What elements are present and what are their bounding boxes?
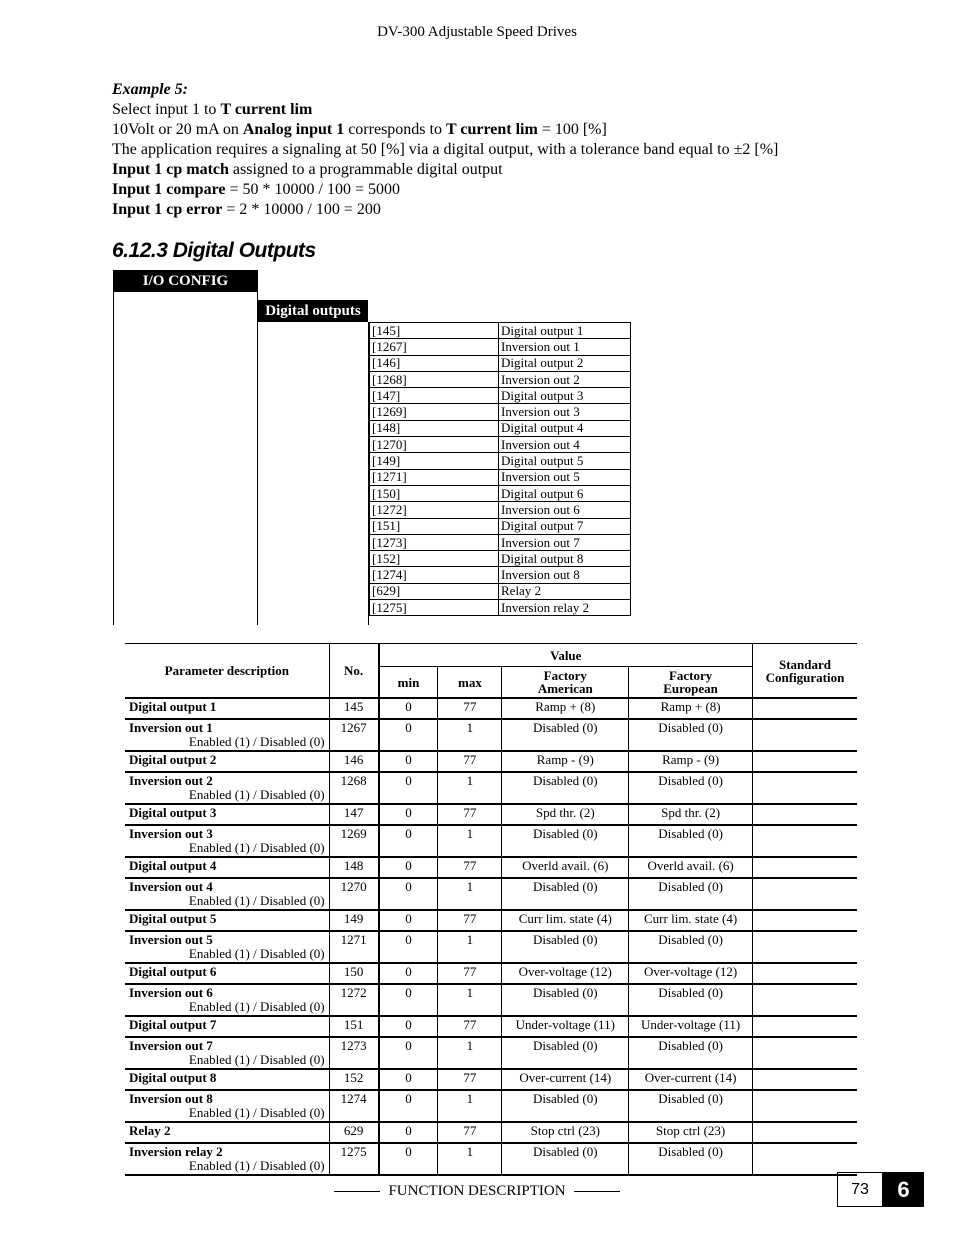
param-factory-european: Under-voltage (11) bbox=[629, 1016, 753, 1037]
param-standard-configuration bbox=[753, 698, 858, 719]
param-description bbox=[125, 1122, 329, 1143]
param-options: Enabled (1) / Disabled (0) bbox=[188, 1051, 325, 1067]
param-max: 1 bbox=[438, 825, 502, 858]
param-standard-configuration bbox=[753, 825, 858, 858]
text: = 2 * 10000 / 100 = 200 bbox=[222, 201, 381, 218]
header-factory-european bbox=[629, 667, 753, 699]
table-row bbox=[125, 804, 857, 825]
param-min: 0 bbox=[379, 1069, 438, 1090]
text: = 50 * 10000 / 100 = 5000 bbox=[225, 181, 400, 198]
param-factory-american: Disabled (0) bbox=[502, 1037, 629, 1070]
param-no: 152 bbox=[329, 1069, 378, 1090]
param-name: Relay 2 bbox=[129, 1123, 171, 1138]
param-factory-american: Disabled (0) bbox=[502, 878, 629, 911]
param-standard-configuration bbox=[753, 751, 858, 772]
menu-item-label: Inversion out 5 bbox=[499, 469, 631, 485]
param-min: 0 bbox=[379, 931, 438, 964]
param-standard-configuration bbox=[753, 1037, 858, 1070]
param-standard-configuration bbox=[753, 857, 858, 878]
param-name: Digital output 2 bbox=[129, 752, 217, 767]
table-row bbox=[125, 857, 857, 878]
param-name: Inversion out 6 bbox=[129, 984, 213, 1000]
param-factory-american: Disabled (0) bbox=[502, 825, 629, 858]
menu-item-row bbox=[370, 551, 631, 567]
param-name: Inversion out 7 bbox=[129, 1037, 213, 1053]
table-row bbox=[125, 751, 857, 772]
menu-item-label: Digital output 4 bbox=[499, 420, 631, 436]
param-factory-american: Stop ctrl (23) bbox=[502, 1122, 629, 1143]
param-no: 1268 bbox=[329, 772, 378, 805]
param-standard-configuration bbox=[753, 1122, 858, 1143]
page-header: DV-300 Adjustable Speed Drives bbox=[377, 24, 577, 40]
menu-item-label: Inversion out 3 bbox=[499, 404, 631, 420]
param-min: 0 bbox=[379, 751, 438, 772]
example-title: Example 5: bbox=[112, 81, 188, 98]
menu-item-label: Digital output 8 bbox=[499, 551, 631, 567]
menu-item-label: Digital output 1 bbox=[499, 323, 631, 339]
param-min: 0 bbox=[379, 1037, 438, 1070]
param-options: Enabled (1) / Disabled (0) bbox=[188, 839, 325, 855]
param-description bbox=[125, 825, 329, 858]
example-line-4 bbox=[112, 160, 872, 180]
param-no: 147 bbox=[329, 804, 378, 825]
param-description bbox=[125, 963, 329, 984]
param-description bbox=[125, 910, 329, 931]
param-no: 1267 bbox=[329, 719, 378, 752]
menu-item-code: [1272] bbox=[370, 502, 499, 518]
menu-item-label: Inversion out 7 bbox=[499, 534, 631, 550]
param-standard-configuration bbox=[753, 931, 858, 964]
menu-item-label: Digital output 3 bbox=[499, 388, 631, 404]
param-min: 0 bbox=[379, 910, 438, 931]
menu-item-label: Digital output 6 bbox=[499, 485, 631, 501]
table-row bbox=[125, 1090, 857, 1123]
param-name: Digital output 5 bbox=[129, 911, 217, 926]
param-factory-european: Disabled (0) bbox=[629, 1037, 753, 1070]
param-name: Inversion relay 2 bbox=[129, 1143, 223, 1159]
param-max: 77 bbox=[438, 751, 502, 772]
param-name: Digital output 7 bbox=[129, 1017, 217, 1032]
menu-item-label: Inversion out 6 bbox=[499, 502, 631, 518]
param-factory-american: Over-current (14) bbox=[502, 1069, 629, 1090]
table-row bbox=[125, 910, 857, 931]
param-factory-european: Disabled (0) bbox=[629, 878, 753, 911]
table-row bbox=[125, 1122, 857, 1143]
param-options: Enabled (1) / Disabled (0) bbox=[188, 733, 325, 749]
text-bold: T current lim bbox=[445, 121, 538, 138]
menu-item-row bbox=[370, 420, 631, 436]
param-description bbox=[125, 698, 329, 719]
param-max: 77 bbox=[438, 1016, 502, 1037]
param-standard-configuration bbox=[753, 804, 858, 825]
text: corresponds to bbox=[344, 121, 446, 138]
param-description bbox=[125, 804, 329, 825]
param-standard-configuration bbox=[753, 910, 858, 931]
example-line-6 bbox=[112, 200, 872, 220]
param-no: 149 bbox=[329, 910, 378, 931]
param-factory-american: Disabled (0) bbox=[502, 719, 629, 752]
param-min: 0 bbox=[379, 878, 438, 911]
menu-item-row bbox=[370, 355, 631, 371]
text: Standard bbox=[778, 656, 832, 672]
header-no: No. bbox=[329, 644, 378, 699]
menu-item-code: [152] bbox=[370, 551, 499, 567]
header-parameter-description: Parameter description bbox=[125, 644, 329, 699]
param-no: 1275 bbox=[329, 1143, 378, 1176]
param-max: 1 bbox=[438, 1090, 502, 1123]
text-bold: Analog input 1 bbox=[242, 121, 345, 138]
menu-item-code: [147] bbox=[370, 388, 499, 404]
param-min: 0 bbox=[379, 825, 438, 858]
text: Factory bbox=[543, 668, 587, 683]
param-max: 1 bbox=[438, 1143, 502, 1176]
section-title: 6.12.3 Digital Outputs bbox=[112, 239, 316, 262]
menu-item-row bbox=[370, 583, 631, 599]
menu-item-label: Digital output 5 bbox=[499, 453, 631, 469]
param-no: 1270 bbox=[329, 878, 378, 911]
param-factory-american: Overld avail. (6) bbox=[502, 857, 629, 878]
text-bold: T current lim bbox=[220, 101, 313, 118]
param-min: 0 bbox=[379, 1090, 438, 1123]
menu-item-code: [1274] bbox=[370, 567, 499, 583]
parameter-table bbox=[125, 643, 857, 1176]
param-description bbox=[125, 984, 329, 1017]
table-row bbox=[125, 1016, 857, 1037]
param-min: 0 bbox=[379, 984, 438, 1017]
menu-item-label: Inversion out 2 bbox=[499, 371, 631, 387]
page-footer bbox=[0, 1183, 954, 1200]
menu-item-code: [629] bbox=[370, 583, 499, 599]
param-no: 146 bbox=[329, 751, 378, 772]
example-block bbox=[112, 80, 872, 220]
text: Select input 1 to bbox=[112, 101, 221, 118]
param-max: 77 bbox=[438, 1122, 502, 1143]
param-name: Digital output 3 bbox=[129, 805, 217, 820]
param-description bbox=[125, 1016, 329, 1037]
param-max: 77 bbox=[438, 698, 502, 719]
table-row bbox=[125, 1069, 857, 1090]
menu-item-row bbox=[370, 502, 631, 518]
param-name: Inversion out 2 bbox=[129, 772, 213, 788]
text: Configuration bbox=[765, 669, 845, 685]
text-bold: Input 1 cp match bbox=[112, 161, 229, 178]
param-max: 77 bbox=[438, 963, 502, 984]
param-factory-american: Under-voltage (11) bbox=[502, 1016, 629, 1037]
param-factory-american: Spd thr. (2) bbox=[502, 804, 629, 825]
param-no: 1269 bbox=[329, 825, 378, 858]
text-bold: Input 1 compare bbox=[112, 181, 226, 198]
param-options: Enabled (1) / Disabled (0) bbox=[188, 892, 325, 908]
menu-digital-outputs: Digital outputs bbox=[258, 300, 368, 322]
menu-item-row bbox=[370, 371, 631, 387]
param-factory-american: Disabled (0) bbox=[502, 1143, 629, 1176]
menu-item-code: [146] bbox=[370, 355, 499, 371]
param-factory-american: Disabled (0) bbox=[502, 931, 629, 964]
header-min: min bbox=[379, 667, 438, 699]
param-options: Enabled (1) / Disabled (0) bbox=[188, 945, 325, 961]
param-no: 629 bbox=[329, 1122, 378, 1143]
menu-item-row bbox=[370, 567, 631, 583]
menu-item-label: Inversion out 8 bbox=[499, 567, 631, 583]
param-description bbox=[125, 931, 329, 964]
param-description bbox=[125, 1143, 329, 1176]
param-no: 1273 bbox=[329, 1037, 378, 1070]
param-description bbox=[125, 751, 329, 772]
table-row bbox=[125, 984, 857, 1017]
param-factory-european: Disabled (0) bbox=[629, 719, 753, 752]
example-line-2 bbox=[112, 120, 872, 140]
menu-item-row bbox=[370, 453, 631, 469]
param-name: Inversion out 5 bbox=[129, 931, 213, 947]
menu-item-row bbox=[370, 534, 631, 550]
menu-item-code: [148] bbox=[370, 420, 499, 436]
menu-item-code: [1275] bbox=[370, 600, 499, 616]
menu-item-row bbox=[370, 339, 631, 355]
param-factory-european: Ramp + (8) bbox=[629, 698, 753, 719]
menu-item-row bbox=[370, 485, 631, 501]
example-line-3: The application requires a signaling at 50 [%] via a digital output, with a tolerance band equal to ±2 [%] bbox=[112, 141, 779, 158]
param-max: 77 bbox=[438, 910, 502, 931]
menu-item-code: [150] bbox=[370, 485, 499, 501]
param-factory-american: Disabled (0) bbox=[502, 984, 629, 1017]
param-no: 148 bbox=[329, 857, 378, 878]
page-number: 73 bbox=[837, 1172, 883, 1207]
example-line-5 bbox=[112, 180, 872, 200]
param-options: Enabled (1) / Disabled (0) bbox=[188, 786, 325, 802]
param-min: 0 bbox=[379, 857, 438, 878]
text: Factory bbox=[668, 668, 713, 683]
menu-item-code: [145] bbox=[370, 323, 499, 339]
param-factory-european: Disabled (0) bbox=[629, 984, 753, 1017]
text: American bbox=[537, 681, 593, 696]
param-factory-european: Over-voltage (12) bbox=[629, 963, 753, 984]
menu-item-code: [1273] bbox=[370, 534, 499, 550]
text: = 100 [%] bbox=[537, 121, 607, 138]
param-factory-american: Curr lim. state (4) bbox=[502, 910, 629, 931]
param-factory-european: Ramp - (9) bbox=[629, 751, 753, 772]
param-min: 0 bbox=[379, 772, 438, 805]
param-description bbox=[125, 857, 329, 878]
menu-item-row bbox=[370, 518, 631, 534]
param-factory-european: Stop ctrl (23) bbox=[629, 1122, 753, 1143]
table-row bbox=[125, 878, 857, 911]
menu-item-row bbox=[370, 388, 631, 404]
param-no: 1272 bbox=[329, 984, 378, 1017]
param-max: 77 bbox=[438, 804, 502, 825]
param-max: 1 bbox=[438, 1037, 502, 1070]
footer-rule bbox=[334, 1191, 380, 1192]
menu-item-label: Inversion out 4 bbox=[499, 437, 631, 453]
param-min: 0 bbox=[379, 719, 438, 752]
menu-item-label: Inversion out 1 bbox=[499, 339, 631, 355]
menu-item-code: [1269] bbox=[370, 404, 499, 420]
param-max: 1 bbox=[438, 719, 502, 752]
menu-item-row bbox=[370, 404, 631, 420]
menu-item-code: [151] bbox=[370, 518, 499, 534]
header-factory-american bbox=[502, 667, 629, 699]
param-description bbox=[125, 1037, 329, 1070]
param-standard-configuration bbox=[753, 772, 858, 805]
param-factory-american: Disabled (0) bbox=[502, 1090, 629, 1123]
param-description bbox=[125, 1069, 329, 1090]
param-factory-american: Over-voltage (12) bbox=[502, 963, 629, 984]
param-no: 145 bbox=[329, 698, 378, 719]
param-standard-configuration bbox=[753, 1143, 858, 1176]
table-row bbox=[125, 698, 857, 719]
param-factory-american: Disabled (0) bbox=[502, 772, 629, 805]
menu-item-row bbox=[370, 437, 631, 453]
table-row bbox=[125, 719, 857, 752]
param-options: Enabled (1) / Disabled (0) bbox=[188, 1157, 325, 1173]
param-name: Digital output 4 bbox=[129, 858, 217, 873]
param-description bbox=[125, 772, 329, 805]
menu-item-label: Digital output 2 bbox=[499, 355, 631, 371]
table-row bbox=[125, 963, 857, 984]
table-row bbox=[125, 772, 857, 805]
param-max: 1 bbox=[438, 878, 502, 911]
param-max: 1 bbox=[438, 984, 502, 1017]
param-factory-american: Ramp + (8) bbox=[502, 698, 629, 719]
param-name: Digital output 8 bbox=[129, 1070, 217, 1085]
param-min: 0 bbox=[379, 963, 438, 984]
param-min: 0 bbox=[379, 1122, 438, 1143]
param-factory-european: Disabled (0) bbox=[629, 825, 753, 858]
param-factory-european: Overld avail. (6) bbox=[629, 857, 753, 878]
param-no: 150 bbox=[329, 963, 378, 984]
param-min: 0 bbox=[379, 698, 438, 719]
param-name: Digital output 1 bbox=[129, 699, 217, 714]
param-standard-configuration bbox=[753, 1069, 858, 1090]
text: European bbox=[663, 681, 718, 696]
param-standard-configuration bbox=[753, 1090, 858, 1123]
param-factory-european: Curr lim. state (4) bbox=[629, 910, 753, 931]
param-factory-american: Ramp - (9) bbox=[502, 751, 629, 772]
menu-item-label: Inversion relay 2 bbox=[499, 600, 631, 616]
footer-rule bbox=[574, 1191, 620, 1192]
param-standard-configuration bbox=[753, 719, 858, 752]
menu-io-config: I/O CONFIG bbox=[113, 270, 258, 292]
param-name: Inversion out 1 bbox=[129, 719, 213, 735]
text-bold: Input 1 cp error bbox=[112, 201, 223, 218]
menu-item-code: [149] bbox=[370, 453, 499, 469]
table-row bbox=[125, 1143, 857, 1176]
param-description bbox=[125, 719, 329, 752]
header-max: max bbox=[438, 667, 502, 699]
param-name: Inversion out 3 bbox=[129, 825, 213, 841]
header-standard-configuration bbox=[753, 644, 858, 699]
table-row bbox=[125, 931, 857, 964]
header-value: Value bbox=[379, 644, 753, 667]
chapter-tab: 6 bbox=[883, 1172, 924, 1207]
param-description bbox=[125, 878, 329, 911]
menu-item-label: Digital output 7 bbox=[499, 518, 631, 534]
param-no: 151 bbox=[329, 1016, 378, 1037]
param-factory-european: Over-current (14) bbox=[629, 1069, 753, 1090]
footer-text: FUNCTION DESCRIPTION bbox=[388, 1183, 566, 1199]
param-standard-configuration bbox=[753, 878, 858, 911]
param-max: 1 bbox=[438, 772, 502, 805]
menu-item-row bbox=[370, 323, 631, 339]
param-no: 1274 bbox=[329, 1090, 378, 1123]
param-standard-configuration bbox=[753, 1016, 858, 1037]
param-min: 0 bbox=[379, 1016, 438, 1037]
table-row bbox=[125, 825, 857, 858]
menu-tree-line bbox=[113, 292, 114, 625]
param-max: 77 bbox=[438, 1069, 502, 1090]
menu-item-code: [1271] bbox=[370, 469, 499, 485]
param-factory-european: Disabled (0) bbox=[629, 931, 753, 964]
param-standard-configuration bbox=[753, 984, 858, 1017]
param-name: Digital output 6 bbox=[129, 964, 217, 979]
menu-tree-line bbox=[257, 292, 258, 625]
param-options: Enabled (1) / Disabled (0) bbox=[188, 1104, 325, 1120]
param-description bbox=[125, 1090, 329, 1123]
menu-item-code: [1270] bbox=[370, 437, 499, 453]
param-min: 0 bbox=[379, 1143, 438, 1176]
text: assigned to a programmable digital output bbox=[228, 161, 503, 178]
menu-item-code: [1267] bbox=[370, 339, 499, 355]
param-max: 1 bbox=[438, 931, 502, 964]
param-name: Inversion out 4 bbox=[129, 878, 213, 894]
param-name: Inversion out 8 bbox=[129, 1090, 213, 1106]
param-no: 1271 bbox=[329, 931, 378, 964]
param-factory-european: Spd thr. (2) bbox=[629, 804, 753, 825]
menu-item-code: [1268] bbox=[370, 371, 499, 387]
param-options: Enabled (1) / Disabled (0) bbox=[188, 998, 325, 1014]
table-row bbox=[125, 1037, 857, 1070]
param-factory-european: Disabled (0) bbox=[629, 1143, 753, 1176]
param-factory-european: Disabled (0) bbox=[629, 1090, 753, 1123]
menu-items-table bbox=[369, 322, 631, 616]
param-factory-european: Disabled (0) bbox=[629, 772, 753, 805]
text: 10Volt or 20 mA on bbox=[112, 121, 243, 138]
example-line-1 bbox=[112, 100, 872, 120]
menu-item-row bbox=[370, 600, 631, 616]
param-standard-configuration bbox=[753, 963, 858, 984]
param-min: 0 bbox=[379, 804, 438, 825]
param-max: 77 bbox=[438, 857, 502, 878]
menu-item-label: Relay 2 bbox=[499, 583, 631, 599]
menu-item-row bbox=[370, 469, 631, 485]
